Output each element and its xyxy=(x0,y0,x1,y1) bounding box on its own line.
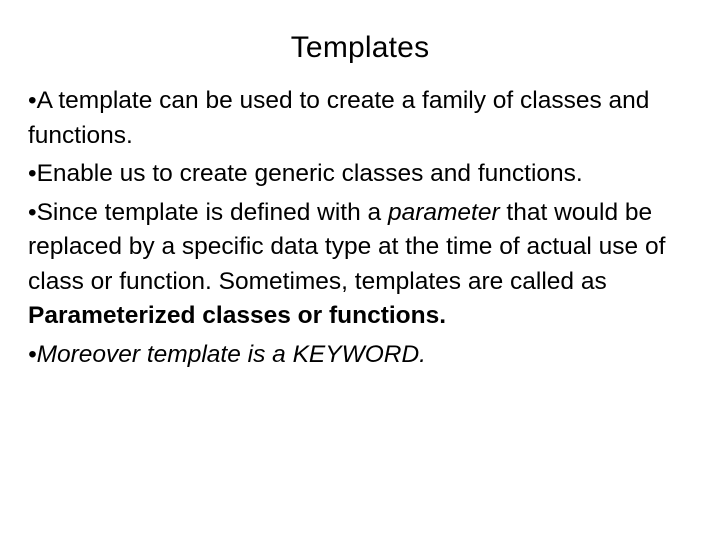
bullet-text-1: A template can be used to create a family of classes and functions. xyxy=(28,87,650,149)
bullet-text-3-start: Since template is defined with a xyxy=(36,198,388,226)
bullet-icon: • xyxy=(28,340,37,368)
bullet-icon: • xyxy=(28,160,37,187)
bold-term-parameterized: Parameterized classes or functions. xyxy=(28,302,447,329)
bullet-icon: • xyxy=(28,87,37,114)
bullet-item-2 xyxy=(28,157,692,192)
bullet-text-2: Enable us to create generic classes and functions. xyxy=(36,160,583,187)
bullet-text-4: Moreover template is a KEYWORD. xyxy=(36,340,426,368)
bullet-item-1 xyxy=(28,84,692,153)
bullet-icon: • xyxy=(28,198,37,226)
bullet-item-3 xyxy=(28,196,692,334)
bullet-item-4 xyxy=(28,338,692,373)
bullet-list xyxy=(28,84,692,372)
italic-term-parameter: parameter xyxy=(387,198,500,226)
bullet-text-3-middle: that would be replaced by a specific data type at the time of actual use of class or function. Sometimes, templates are called as xyxy=(28,198,666,295)
slide-title: Templates xyxy=(290,31,430,64)
